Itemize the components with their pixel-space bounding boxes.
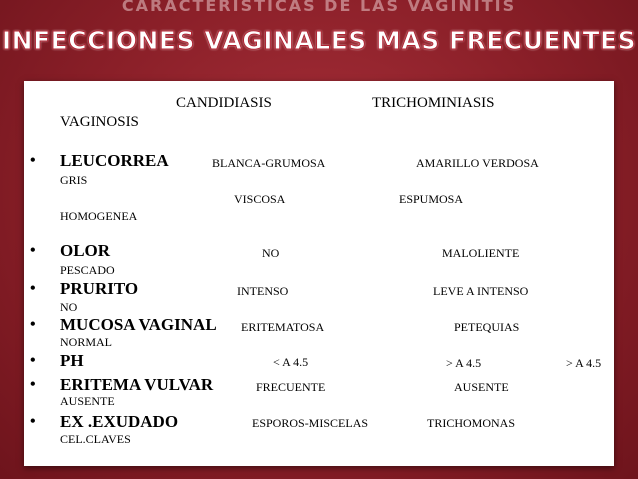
- cell-vaginosis: GRIS: [60, 173, 88, 187]
- bullet: •: [30, 316, 36, 333]
- bullet: •: [30, 376, 36, 393]
- header-vaginosis: VAGINOSIS: [60, 114, 139, 130]
- cell-candidiasis: FRECUENTE: [256, 380, 326, 394]
- cell-vaginosis: CEL.CLAVES: [60, 432, 131, 446]
- row-label-eritema-vulvar: ERITEMA VULVAR: [60, 375, 214, 394]
- cell-vaginosis: HOMOGENEA: [60, 209, 138, 223]
- cell-trichominiasis: MALOLIENTE: [442, 246, 520, 260]
- cell-vaginosis: NORMAL: [60, 335, 113, 349]
- bullet: •: [30, 280, 36, 297]
- slide-title: INFECCIONES VAGINALES MAS FRECUENTES: [1, 26, 637, 55]
- cell-candidiasis: < A 4.5: [273, 355, 309, 369]
- cell-vaginosis: > A 4.5: [566, 356, 602, 370]
- cell-candidiasis: VISCOSA: [234, 192, 286, 206]
- row-label-leucorrea: LEUCORREA: [60, 151, 169, 170]
- bullet: •: [30, 413, 36, 430]
- header-trichominiasis: TRICHOMINIASIS: [372, 95, 495, 111]
- bullet: •: [30, 242, 36, 259]
- cell-vaginosis: AUSENTE: [60, 394, 115, 408]
- cell-trichominiasis: AMARILLO VERDOSA: [416, 156, 539, 170]
- row-label-ex-exudado: EX .EXUDADO: [60, 412, 179, 431]
- cell-candidiasis: NO: [262, 246, 280, 260]
- content-panel: [24, 81, 614, 466]
- row-label-prurito: PRURITO: [60, 279, 139, 298]
- cell-trichominiasis: LEVE A INTENSO: [433, 284, 529, 298]
- cell-vaginosis: NO: [60, 300, 78, 314]
- cell-candidiasis: INTENSO: [237, 284, 289, 298]
- cell-candidiasis: BLANCA-GRUMOSA: [212, 156, 326, 170]
- cell-trichominiasis: AUSENTE: [454, 380, 509, 394]
- cell-trichominiasis: TRICHOMONAS: [427, 416, 516, 430]
- bullet: •: [30, 352, 36, 369]
- cell-candidiasis: ERITEMATOSA: [241, 320, 325, 334]
- bullet: •: [30, 152, 36, 169]
- header-candidiasis: CANDIDIASIS: [176, 95, 272, 111]
- cell-trichominiasis: PETEQUIAS: [454, 320, 520, 334]
- row-label-olor: OLOR: [60, 241, 111, 260]
- top-strip-title: CARACTERISTICAS DE LAS VAGINITIS: [121, 0, 517, 12]
- row-label-ph: PH: [60, 351, 84, 370]
- cell-trichominiasis: > A 4.5: [446, 356, 482, 370]
- cell-trichominiasis: ESPUMOSA: [399, 192, 464, 206]
- row-label-mucosa-vaginal: MUCOSA VAGINAL: [60, 315, 217, 334]
- cell-candidiasis: ESPOROS-MISCELAS: [252, 416, 369, 430]
- cell-vaginosis: PESCADO: [60, 263, 115, 277]
